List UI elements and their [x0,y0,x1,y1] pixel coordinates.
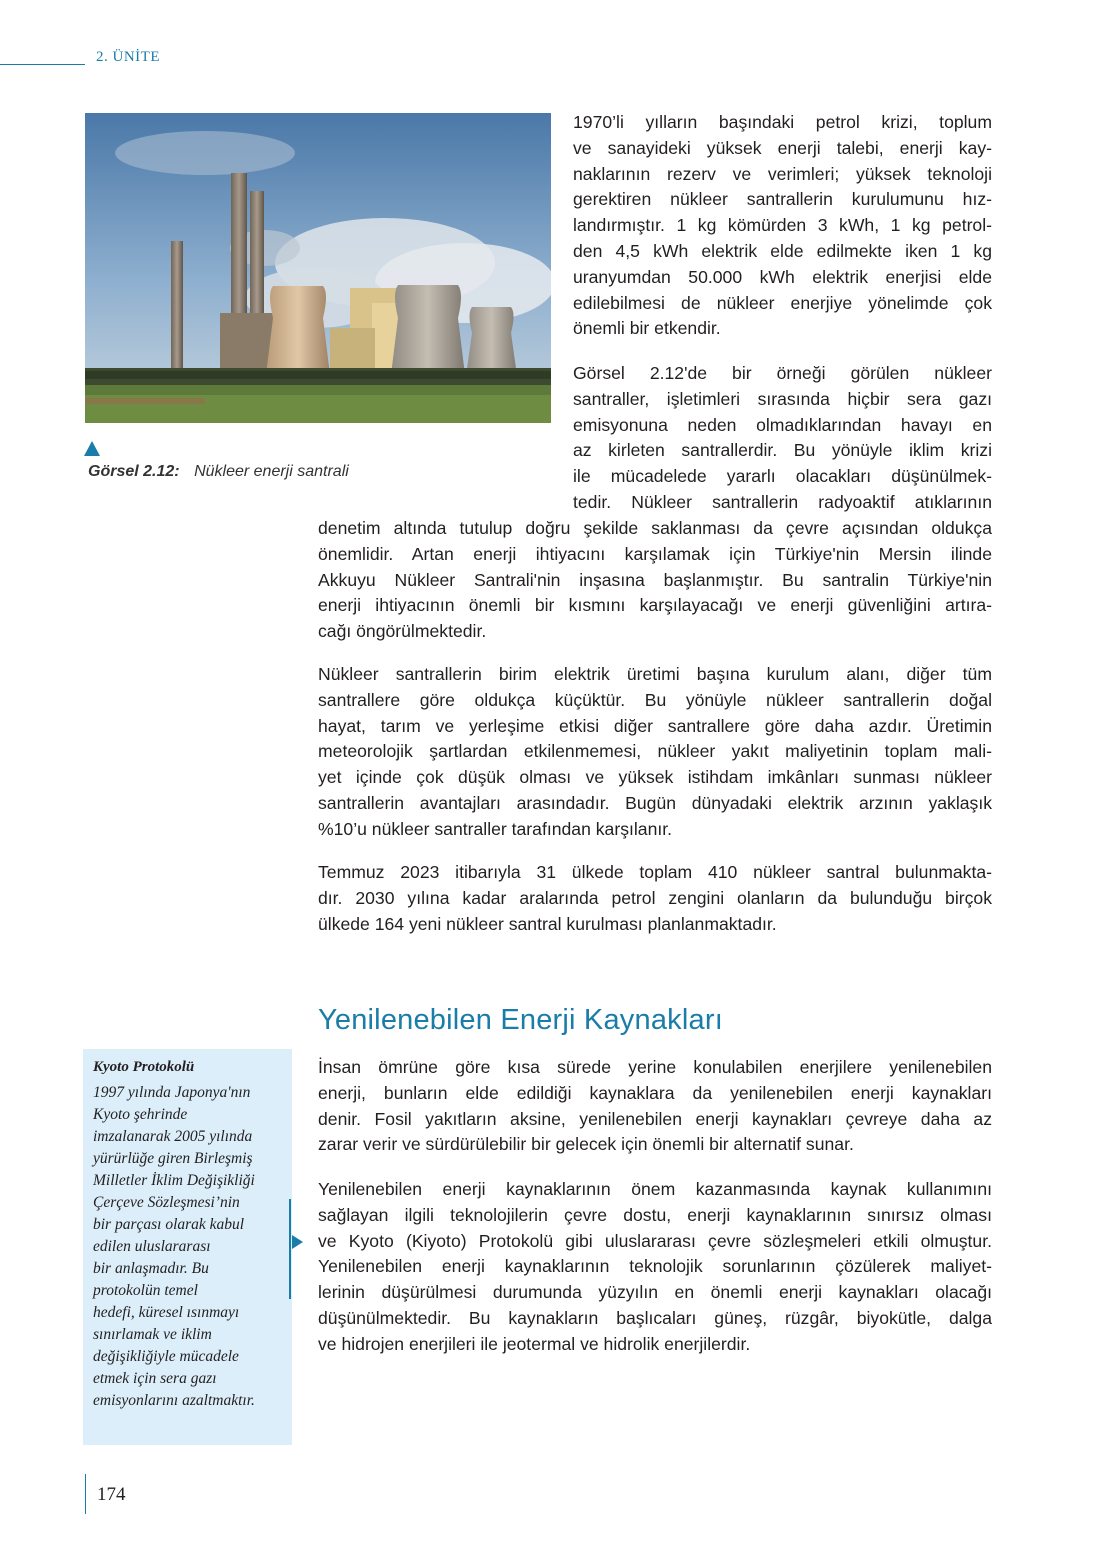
sidebar-line: imzalanarak 2005 yılında [93,1128,253,1145]
text-line: 1970’li yılların başındaki petrol krizi, toplum [573,112,992,132]
text-line: lerinin düşürülmesi durumunda yüzyılın en önemli enerji kaynakları olacağı [318,1282,992,1303]
sidebar-line: Kyoto şehrinde [93,1106,188,1123]
paragraph-2-narrow [573,361,992,516]
text-line: denetim altında tutulup doğru şekilde saklanması da çevre açısından oldukça [318,518,992,538]
text-line: hayat, tarım ve yerleşime etkisi diğer santrallere göre daha azdır. Üretimin [318,715,992,736]
paragraph-5 [318,1055,992,1158]
sidebar-line: hedefi, küresel ısınmayı [93,1304,240,1321]
text-line: den 4,5 kWh elektrik elde edilmekte iken 1 kg [573,240,992,261]
text-line: santrallerin avantajları arasındadır. Bugün dünyadaki elektrik arzının yaklaşık [318,792,992,813]
text-line: santraller, işletimleri sırasında hiçbir sera gazı [573,388,992,409]
text-line: enerji, bunların elde edildiği kaynaklara da yenilenebilen enerji kaynakları [318,1082,992,1103]
sidebar-line: protokolün temel [93,1282,198,1299]
text-line: önemlidir. Artan enerji ihtiyacını karşılamak için Türkiye'nin Mersin ilinde [318,543,992,564]
header-rule [0,64,85,65]
text-line: Nükleer santrallerin birim elektrik üretimi başına kurulum alanı, diğer tüm [318,664,992,684]
text-line: önemli bir etkendir. [573,318,721,339]
figure-label: Görsel 2.12: [88,463,180,480]
text-line: dır. 2030 yılına kadar aralarında petrol zengini olanların da bulunduğu birçok [318,887,992,908]
text-line: zarar verir ve sürdürülebilir bir gelecek için önemli bir alternatif sunar. [318,1134,854,1155]
text-line: emisyonuna neden olmadıklarından havayı en [573,414,992,435]
sidebar-bracket [289,1199,291,1299]
sidebar-pointer-icon [292,1235,303,1249]
text-line: uranyumdan 50.000 kWh elektrik enerjisi elde [573,266,992,287]
text-line: ülkede 164 yeni nükleer santral kurulması planlanmaktadır. [318,913,777,934]
text-line: tedir. Nükleer santrallerin radyoaktif atıklarının [573,491,992,512]
text-line: Görsel 2.12'de bir örneği görülen nükleer [573,363,992,383]
sidebar-line: 1997 yılında Japonya'nın [93,1084,251,1101]
text-line: ve Kyoto (Kiyoto) Protokolü gibi uluslararası çevre sözleşmeleri etkili olmuştur. [318,1230,992,1251]
text-line: edilebilmesi de nükleer enerjiye yönelimde çok [573,292,992,313]
text-line: Temmuz 2023 itibarıyla 31 ülkede toplam 410 nükleer santral bulunmakta- [318,862,992,882]
text-line: ve sanayideki yüksek enerji talebi, enerji kay- [573,137,992,158]
text-line: Akkuyu Nükleer Santrali'nin inşasına başlanmıştır. Bu santralin Türkiye'nin [318,569,992,590]
figure-caption-text: Nükleer enerji santrali [194,463,349,480]
text-line: ile mücadelede yararlı olacakları düşünülmek- [573,466,992,487]
text-line: santrallere göre oldukça küçüktür. Bu yönüyle nükleer santrallerin doğal [318,689,992,710]
page-number: 174 [97,1484,126,1505]
text-line: yet içinde çok düşük olması ve yüksek istihdam imkânları sunması nükleer [318,767,992,788]
sidebar-line: Milletler İklim Değişikliği [93,1172,255,1189]
text-line: meteorolojik şartlardan etkilenmemesi, nükleer yakıt maliyetinin toplam mali- [318,741,992,762]
paragraph-6 [318,1177,992,1358]
sidebar-line: sınırlamak ve iklim [93,1326,212,1343]
text-line: ve hidrojen enerjileri ile jeotermal ve hidrolik enerjilerdir. [318,1333,751,1354]
sidebar-line: etmek için sera gazı [93,1370,217,1387]
paragraph-3 [318,662,992,843]
nuclear-plant-photo [85,113,551,423]
text-line: denir. Fosil yakıtların aksine, yenilenebilen enerji kaynakları çevreye daha az [318,1108,992,1129]
sidebar-line: bir parçası olarak kabul [93,1216,245,1233]
text-line: cağı öngörülmektedir. [318,621,487,642]
kyoto-sidebar [83,1049,292,1445]
text-line: %10’u nükleer santraller tarafından karşılanır. [318,818,673,839]
text-line: İnsan ömrüne göre kısa sürede yerine konulabilen enerjilere yenilenebilen [318,1057,992,1077]
figure-caption [88,463,349,481]
sidebar-line: Çerçeve Sözleşmesi’nin [93,1194,240,1211]
paragraph-2-wide [318,516,992,645]
caption-arrow-icon [84,441,100,456]
sidebar-line: bir anlaşmadır. Bu [93,1260,209,1277]
sidebar-line: edilen uluslararası [93,1238,211,1255]
sidebar-line: emisyonlarını azaltmaktır. [93,1392,255,1409]
text-line: naklarının rezerv ve verimleri; yüksek teknoloji [573,163,992,184]
unit-label: 2. ÜNİTE [96,49,160,65]
sidebar-title: Kyoto Protokolü [93,1059,195,1075]
text-line: sağlayan ilgili teknolojilerin çevre dostu, enerji kaynaklarının sınırsız olması [318,1204,992,1225]
paragraph-1 [573,110,992,342]
paragraph-4 [318,860,992,937]
text-line: az kirleten santrallerdir. Bu yönüyle iklim krizi [573,440,992,461]
section-title: Yenilenebilen Enerji Kaynakları [318,1004,723,1036]
sidebar-line: yürürlüğe giren Birleşmiş [93,1150,253,1167]
text-line: landırmıştır. 1 kg kömürden 3 kWh, 1 kg petrol- [573,215,992,236]
text-line: Yenilenebilen enerji kaynaklarının önem kazanmasında kaynak kullanımını [318,1179,992,1199]
text-line: düşünülmektedir. Bu kaynakların başlıcaları güneş, rüzgâr, biyokütle, dalga [318,1307,992,1328]
text-line: Yenilenebilen enerji kaynaklarının teknolojik sorunlarının çözülerek maliyet- [318,1256,992,1277]
footer-rule [85,1474,86,1514]
sidebar-line: değişikliğiyle mücadele [93,1348,239,1365]
text-line: enerji ihtiyacının önemli bir kısmını karşılayacağı ve enerji güvenliğini artıra- [318,595,992,616]
text-line: gerektiren nükleer santrallerin kurulumunu hız- [573,189,992,210]
